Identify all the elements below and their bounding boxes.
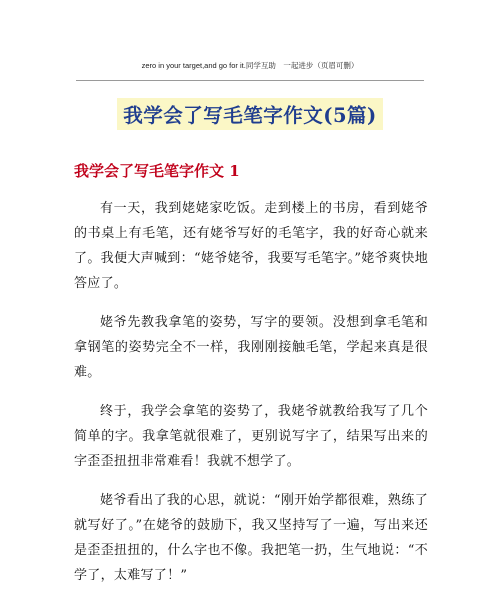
paragraph: 有一天，我到姥姥家吃饭。走到楼上的书房，看到姥爷的书桌上有毛笔，还有姥爷写好的毛笔字，我的好奇心就来了。我便大声喊到：“姥爷姥爷，我要写毛笔字。”姥爷爽快地答应了。 xyxy=(74,201,428,291)
document-title-container xyxy=(0,98,500,130)
paragraph: 终于，我学会拿笔的姿势了，我姥爷就教给我写了几个简单的字。我拿笔就很难了，更别说写字了，结果写出来的字歪歪扭扭非常难看！我就不想学了。 xyxy=(74,404,428,469)
section-title: 我学会了写毛笔字作文 1 xyxy=(74,162,240,180)
page-header-text: zero in your target,and go for it.同学互助 一起进步（页眉可删） xyxy=(141,61,359,70)
header-divider xyxy=(76,80,424,81)
document-title: 我学会了写毛笔字作文(5篇) xyxy=(117,98,383,130)
paragraph: 姥爷先教我拿笔的姿势，写字的要领。没想到拿毛笔和拿钢笔的姿势完全不一样，我刚刚接触毛笔，学起来真是很难。 xyxy=(74,315,428,380)
paragraph: 姥爷看出了我的心思，就说：“刚开始学都很难，熟练了就写好了。”在姥爷的鼓励下，我又坚持写了一遍，写出来还是歪歪扭扭的，什么字也不像。我把笔一扔，生气地说：“不学了，太难写了！” xyxy=(74,493,428,583)
article-body xyxy=(74,196,428,602)
